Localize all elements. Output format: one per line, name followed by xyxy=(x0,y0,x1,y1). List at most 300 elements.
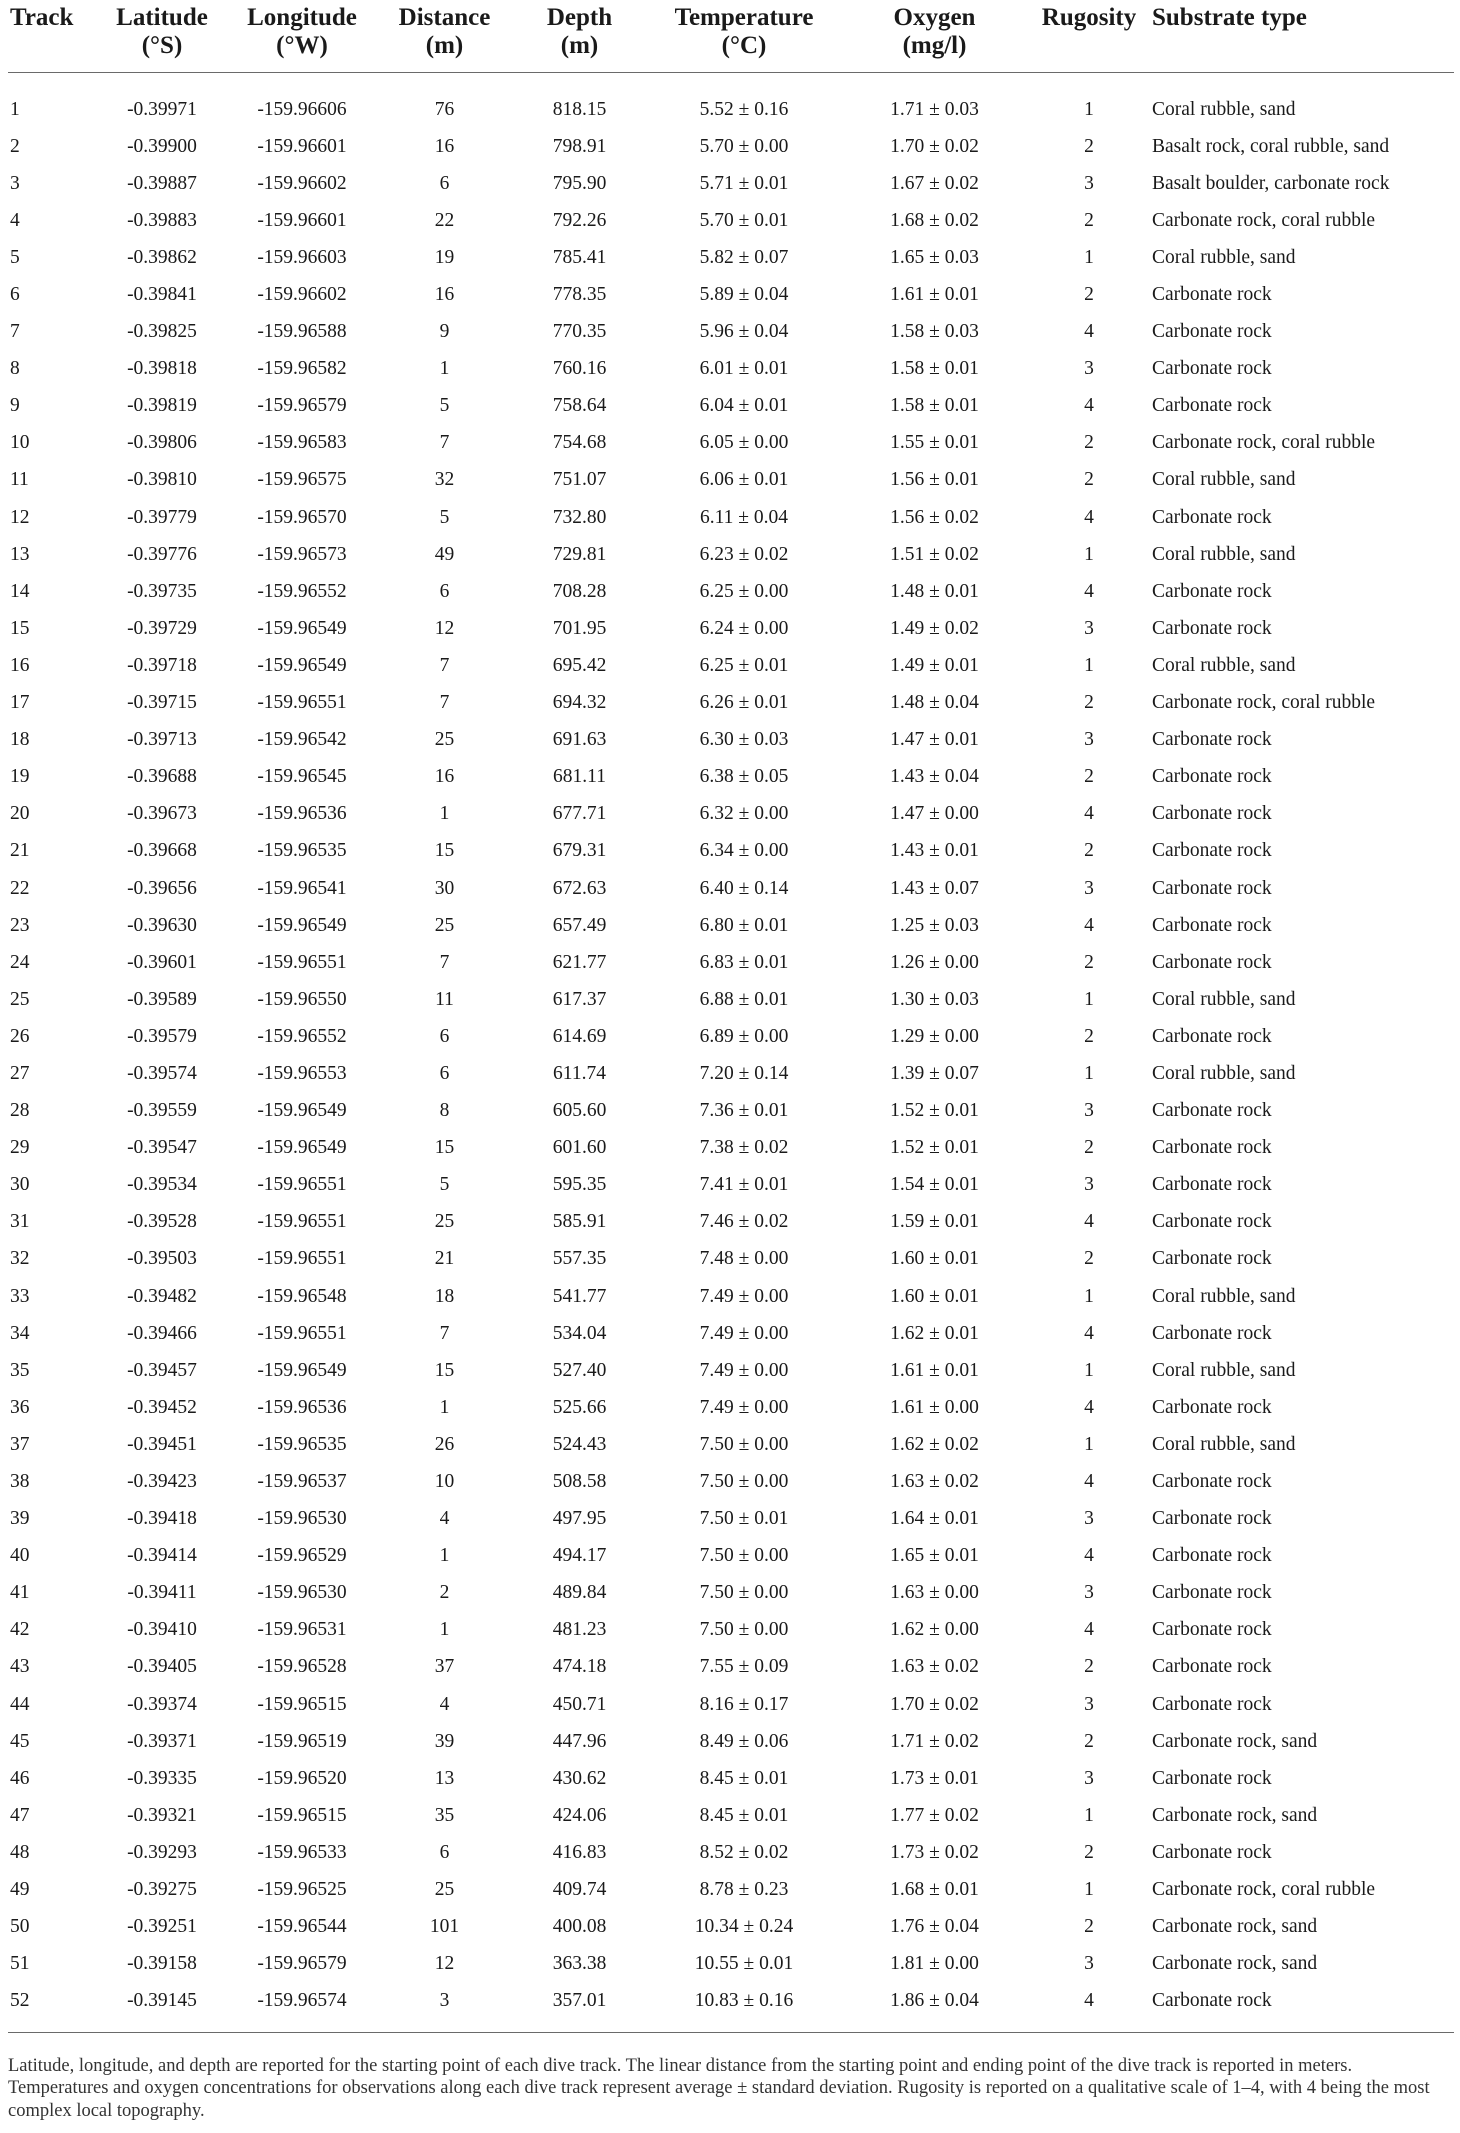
table-row xyxy=(8,1612,1454,1649)
cell-latitude: -0.39673 xyxy=(127,803,197,825)
cell-temperature: 8.16 ± 0.17 xyxy=(699,1693,789,1715)
cell-distance: 3 xyxy=(439,1990,450,2012)
cell-longitude: -159.96601 xyxy=(257,135,347,157)
cell-rugosity: 2 xyxy=(1084,469,1094,491)
cell-latitude: -0.39405 xyxy=(127,1656,197,1678)
table-row xyxy=(8,1797,1454,1834)
cell-latitude: -0.39451 xyxy=(127,1433,197,1455)
cell-depth: 792.26 xyxy=(552,209,607,231)
header-substrate-type xyxy=(1150,0,1454,73)
cell-temperature: 7.50 ± 0.00 xyxy=(699,1582,789,1604)
cell-distance: 32 xyxy=(434,469,455,491)
cell-longitude: -159.96528 xyxy=(257,1656,347,1678)
cell-track: 4 xyxy=(10,209,20,231)
cell-temperature: 5.82 ± 0.07 xyxy=(699,246,789,268)
cell-depth: 694.32 xyxy=(552,692,607,714)
cell-longitude: -159.96582 xyxy=(257,358,347,380)
cell-latitude: -0.39715 xyxy=(127,692,197,714)
cell-substrate-type: Carbonate rock xyxy=(1152,1693,1272,1715)
cell-track: 15 xyxy=(10,617,30,639)
cell-depth: 818.15 xyxy=(552,98,607,120)
cell-latitude: -0.39374 xyxy=(127,1693,197,1715)
cell-substrate-type: Carbonate rock xyxy=(1152,1471,1272,1493)
cell-distance: 25 xyxy=(434,1211,455,1233)
cell-longitude: -159.96549 xyxy=(257,1359,347,1381)
cell-longitude: -159.96552 xyxy=(257,1025,347,1047)
cell-depth: 657.49 xyxy=(552,914,607,936)
cell-latitude: -0.39729 xyxy=(127,617,197,639)
cell-depth: 508.58 xyxy=(552,1471,607,1493)
cell-rugosity: 1 xyxy=(1084,246,1094,268)
table-row xyxy=(8,1055,1454,1092)
cell-longitude: -159.96520 xyxy=(257,1767,347,1789)
cell-substrate-type: Carbonate rock xyxy=(1152,766,1272,788)
cell-oxygen: 1.62 ± 0.01 xyxy=(890,1322,979,1344)
cell-substrate-type: Carbonate rock xyxy=(1152,1508,1272,1530)
cell-track: 1 xyxy=(10,98,20,120)
cell-rugosity: 2 xyxy=(1084,432,1094,454)
cell-rugosity: 3 xyxy=(1084,1693,1094,1715)
cell-oxygen: 1.54 ± 0.01 xyxy=(890,1174,979,1196)
cell-longitude: -159.96579 xyxy=(257,1953,347,1975)
cell-distance: 76 xyxy=(434,98,455,120)
cell-depth: 679.31 xyxy=(552,840,607,862)
cell-track: 24 xyxy=(10,951,30,973)
table-row xyxy=(8,1018,1454,1055)
cell-distance: 7 xyxy=(439,951,450,973)
cell-depth: 708.28 xyxy=(552,580,607,602)
table-row xyxy=(8,573,1454,610)
cell-track: 7 xyxy=(10,321,20,343)
cell-longitude: -159.96550 xyxy=(257,988,347,1010)
cell-depth: 614.69 xyxy=(552,1025,607,1047)
table-row xyxy=(8,1686,1454,1723)
cell-oxygen: 1.58 ± 0.01 xyxy=(890,358,979,380)
table-row xyxy=(8,1463,1454,1500)
cell-substrate-type: Carbonate rock xyxy=(1152,877,1272,899)
cell-distance: 5 xyxy=(439,395,450,417)
cell-oxygen: 1.62 ± 0.00 xyxy=(890,1619,979,1641)
table-row xyxy=(8,833,1454,870)
cell-latitude: -0.39158 xyxy=(127,1953,197,1975)
cell-temperature: 8.78 ± 0.23 xyxy=(699,1879,789,1901)
cell-temperature: 5.52 ± 0.16 xyxy=(699,98,789,120)
cell-substrate-type: Carbonate rock xyxy=(1152,1137,1272,1159)
cell-rugosity: 2 xyxy=(1084,135,1094,157)
cell-rugosity: 4 xyxy=(1084,1211,1094,1233)
table-row xyxy=(8,462,1454,499)
cell-oxygen: 1.61 ± 0.01 xyxy=(890,1359,979,1381)
table-row xyxy=(8,1909,1454,1946)
cell-depth: 760.16 xyxy=(552,358,607,380)
cell-rugosity: 2 xyxy=(1084,1248,1094,1270)
header-longitude-label: Longitude xyxy=(247,4,357,31)
cell-distance: 7 xyxy=(439,1322,450,1344)
cell-depth: 585.91 xyxy=(552,1211,607,1233)
cell-oxygen: 1.65 ± 0.01 xyxy=(890,1545,979,1567)
cell-oxygen: 1.49 ± 0.01 xyxy=(890,654,979,676)
cell-substrate-type: Carbonate rock xyxy=(1152,395,1272,417)
cell-temperature: 6.04 ± 0.01 xyxy=(699,395,789,417)
cell-temperature: 8.45 ± 0.01 xyxy=(699,1804,789,1826)
cell-latitude: -0.39293 xyxy=(127,1841,197,1863)
table-row xyxy=(8,91,1454,128)
cell-track: 13 xyxy=(10,543,30,565)
cell-latitude: -0.39466 xyxy=(127,1322,197,1344)
cell-temperature: 6.05 ± 0.00 xyxy=(699,432,789,454)
cell-depth: 409.74 xyxy=(552,1879,607,1901)
cell-distance: 30 xyxy=(434,877,455,899)
cell-longitude: -159.96542 xyxy=(257,729,347,751)
cell-oxygen: 1.61 ± 0.00 xyxy=(890,1396,979,1418)
cell-track: 40 xyxy=(10,1545,30,1567)
cell-oxygen: 1.55 ± 0.01 xyxy=(890,432,979,454)
table-header xyxy=(8,0,1454,73)
cell-distance: 15 xyxy=(434,840,455,862)
header-depth-label: Depth xyxy=(546,4,613,31)
cell-track: 46 xyxy=(10,1767,30,1789)
cell-temperature: 6.23 ± 0.02 xyxy=(699,543,789,565)
cell-distance: 8 xyxy=(439,1100,450,1122)
table-row xyxy=(8,1575,1454,1612)
cell-latitude: -0.39668 xyxy=(127,840,197,862)
cell-depth: 400.08 xyxy=(552,1916,607,1938)
cell-temperature: 6.25 ± 0.00 xyxy=(699,580,789,602)
cell-latitude: -0.39528 xyxy=(127,1211,197,1233)
cell-depth: 785.41 xyxy=(552,246,607,268)
cell-track: 41 xyxy=(10,1582,30,1604)
cell-longitude: -159.96574 xyxy=(257,1990,347,2012)
cell-temperature: 6.80 ± 0.01 xyxy=(699,914,789,936)
cell-rugosity: 1 xyxy=(1084,1359,1094,1381)
cell-substrate-type: Coral rubble, sand xyxy=(1152,988,1296,1010)
cell-latitude: -0.39418 xyxy=(127,1508,197,1530)
cell-longitude: -159.96588 xyxy=(257,321,347,343)
cell-rugosity: 4 xyxy=(1084,395,1094,417)
cell-temperature: 7.50 ± 0.01 xyxy=(699,1508,789,1530)
cell-substrate-type: Carbonate rock, sand xyxy=(1152,1953,1318,1975)
cell-depth: 474.18 xyxy=(552,1656,607,1678)
cell-latitude: -0.39251 xyxy=(127,1916,197,1938)
table-bottom-rule-cell xyxy=(8,2020,1454,2033)
cell-track: 3 xyxy=(10,172,20,194)
dive-track-table xyxy=(8,0,1454,2033)
cell-temperature: 6.24 ± 0.00 xyxy=(699,617,789,639)
cell-rugosity: 4 xyxy=(1084,1396,1094,1418)
cell-substrate-type: Carbonate rock xyxy=(1152,617,1272,639)
cell-oxygen: 1.71 ± 0.02 xyxy=(890,1730,979,1752)
cell-distance: 2 xyxy=(439,1582,450,1604)
cell-longitude: -159.96530 xyxy=(257,1582,347,1604)
cell-longitude: -159.96536 xyxy=(257,803,347,825)
cell-substrate-type: Coral rubble, sand xyxy=(1152,1359,1296,1381)
cell-depth: 617.37 xyxy=(552,988,607,1010)
cell-track: 42 xyxy=(10,1619,30,1641)
cell-longitude: -159.96529 xyxy=(257,1545,347,1567)
cell-latitude: -0.39579 xyxy=(127,1025,197,1047)
cell-depth: 424.06 xyxy=(552,1804,607,1826)
cell-longitude: -159.96551 xyxy=(257,1322,347,1344)
cell-track: 32 xyxy=(10,1248,30,1270)
cell-substrate-type: Carbonate rock xyxy=(1152,1322,1272,1344)
cell-longitude: -159.96603 xyxy=(257,246,347,268)
cell-longitude: -159.96541 xyxy=(257,877,347,899)
table-row xyxy=(8,1501,1454,1538)
cell-track: 14 xyxy=(10,580,30,602)
cell-rugosity: 1 xyxy=(1084,1879,1094,1901)
cell-rugosity: 1 xyxy=(1084,654,1094,676)
cell-depth: 595.35 xyxy=(552,1174,607,1196)
cell-distance: 25 xyxy=(434,729,455,751)
cell-substrate-type: Coral rubble, sand xyxy=(1152,543,1296,565)
cell-oxygen: 1.51 ± 0.02 xyxy=(890,543,979,565)
cell-depth: 611.74 xyxy=(553,1062,606,1084)
cell-track: 8 xyxy=(10,358,20,380)
cell-distance: 6 xyxy=(439,1841,450,1863)
cell-depth: 798.91 xyxy=(552,135,607,157)
cell-depth: 527.40 xyxy=(552,1359,607,1381)
header-oxygen-unit: (mg/l) xyxy=(902,32,967,59)
cell-temperature: 10.55 ± 0.01 xyxy=(694,1953,794,1975)
cell-temperature: 6.38 ± 0.05 xyxy=(699,766,789,788)
table-row xyxy=(8,536,1454,573)
cell-oxygen: 1.29 ± 0.00 xyxy=(890,1025,979,1047)
cell-depth: 430.62 xyxy=(552,1767,607,1789)
cell-latitude: -0.39503 xyxy=(127,1248,197,1270)
cell-distance: 5 xyxy=(439,506,450,528)
cell-substrate-type: Coral rubble, sand xyxy=(1152,1433,1296,1455)
cell-track: 39 xyxy=(10,1508,30,1530)
cell-oxygen: 1.70 ± 0.02 xyxy=(890,135,979,157)
table-row xyxy=(8,1352,1454,1389)
cell-longitude: -159.96525 xyxy=(257,1879,347,1901)
cell-track: 44 xyxy=(10,1693,30,1715)
table-bottom-rule xyxy=(8,2020,1454,2033)
cell-rugosity: 2 xyxy=(1084,951,1094,973)
cell-longitude: -159.96515 xyxy=(257,1693,347,1715)
cell-substrate-type: Carbonate rock, sand xyxy=(1152,1730,1318,1752)
cell-track: 25 xyxy=(10,988,30,1010)
cell-temperature: 6.89 ± 0.00 xyxy=(699,1025,789,1047)
cell-temperature: 7.49 ± 0.00 xyxy=(699,1285,789,1307)
cell-track: 34 xyxy=(10,1322,30,1344)
cell-temperature: 6.01 ± 0.01 xyxy=(699,358,789,380)
header-depth-unit: (m) xyxy=(560,32,599,59)
cell-distance: 4 xyxy=(439,1693,450,1715)
cell-oxygen: 1.47 ± 0.00 xyxy=(890,803,979,825)
cell-rugosity: 1 xyxy=(1084,98,1094,120)
table-row xyxy=(8,944,1454,981)
cell-oxygen: 1.43 ± 0.07 xyxy=(890,877,979,899)
table-row xyxy=(8,388,1454,425)
cell-latitude: -0.39776 xyxy=(127,543,197,565)
cell-distance: 35 xyxy=(434,1804,455,1826)
cell-depth: 729.81 xyxy=(552,543,607,565)
cell-oxygen: 1.73 ± 0.01 xyxy=(890,1767,979,1789)
cell-track: 10 xyxy=(10,432,30,454)
cell-depth: 497.95 xyxy=(552,1508,607,1530)
cell-rugosity: 3 xyxy=(1084,877,1094,899)
cell-rugosity: 4 xyxy=(1084,506,1094,528)
cell-oxygen: 1.39 ± 0.07 xyxy=(890,1062,979,1084)
cell-rugosity: 3 xyxy=(1084,729,1094,751)
cell-rugosity: 2 xyxy=(1084,1916,1094,1938)
cell-latitude: -0.39883 xyxy=(127,209,197,231)
cell-depth: 494.17 xyxy=(552,1545,607,1567)
header-substrate-type-label: Substrate type xyxy=(1152,4,1307,31)
cell-temperature: 7.50 ± 0.00 xyxy=(699,1471,789,1493)
cell-longitude: -159.96535 xyxy=(257,1433,347,1455)
table-spacer-row xyxy=(8,73,1454,92)
cell-distance: 26 xyxy=(434,1433,455,1455)
cell-latitude: -0.39900 xyxy=(127,135,197,157)
header-longitude xyxy=(227,0,377,73)
cell-track: 17 xyxy=(10,692,30,714)
cell-substrate-type: Coral rubble, sand xyxy=(1152,1285,1296,1307)
table-row xyxy=(8,165,1454,202)
cell-depth: 534.04 xyxy=(552,1322,607,1344)
cell-temperature: 6.06 ± 0.01 xyxy=(699,469,789,491)
cell-distance: 7 xyxy=(439,654,450,676)
cell-oxygen: 1.52 ± 0.01 xyxy=(890,1137,979,1159)
cell-track: 43 xyxy=(10,1656,30,1678)
cell-depth: 701.95 xyxy=(552,617,607,639)
cell-track: 20 xyxy=(10,803,30,825)
cell-rugosity: 3 xyxy=(1084,172,1094,194)
cell-rugosity: 3 xyxy=(1084,1767,1094,1789)
cell-longitude: -159.96549 xyxy=(257,1100,347,1122)
table-row xyxy=(8,1983,1454,2020)
cell-track: 18 xyxy=(10,729,30,751)
cell-rugosity: 2 xyxy=(1084,1025,1094,1047)
cell-track: 45 xyxy=(10,1730,30,1752)
cell-distance: 9 xyxy=(439,321,450,343)
cell-distance: 21 xyxy=(434,1248,455,1270)
cell-temperature: 5.96 ± 0.04 xyxy=(699,321,789,343)
cell-distance: 1 xyxy=(439,803,450,825)
table-row xyxy=(8,239,1454,276)
cell-substrate-type: Carbonate rock xyxy=(1152,1582,1272,1604)
cell-substrate-type: Carbonate rock, coral rubble xyxy=(1152,1879,1376,1901)
cell-track: 2 xyxy=(10,135,20,157)
cell-longitude: -159.96551 xyxy=(257,1174,347,1196)
header-oxygen xyxy=(841,0,1028,73)
cell-oxygen: 1.47 ± 0.01 xyxy=(890,729,979,751)
cell-track: 33 xyxy=(10,1285,30,1307)
cell-latitude: -0.39862 xyxy=(127,246,197,268)
cell-depth: 672.63 xyxy=(552,877,607,899)
cell-track: 12 xyxy=(10,506,30,528)
cell-substrate-type: Basalt rock, coral rubble, sand xyxy=(1152,135,1390,157)
cell-longitude: -159.96551 xyxy=(257,951,347,973)
cell-rugosity: 3 xyxy=(1084,1582,1094,1604)
cell-temperature: 7.36 ± 0.01 xyxy=(699,1100,789,1122)
cell-track: 47 xyxy=(10,1804,30,1826)
cell-rugosity: 2 xyxy=(1084,766,1094,788)
cell-rugosity: 3 xyxy=(1084,1100,1094,1122)
cell-rugosity: 3 xyxy=(1084,1174,1094,1196)
cell-oxygen: 1.65 ± 0.03 xyxy=(890,246,979,268)
cell-rugosity: 2 xyxy=(1084,284,1094,306)
cell-temperature: 6.26 ± 0.01 xyxy=(699,692,789,714)
table-row xyxy=(8,1093,1454,1130)
header-temperature-unit: (°C) xyxy=(721,32,767,59)
cell-track: 48 xyxy=(10,1841,30,1863)
cell-longitude: -159.96530 xyxy=(257,1508,347,1530)
cell-track: 11 xyxy=(10,469,29,491)
cell-track: 9 xyxy=(10,395,20,417)
cell-distance: 6 xyxy=(439,1062,450,1084)
cell-latitude: -0.39559 xyxy=(127,1100,197,1122)
cell-substrate-type: Coral rubble, sand xyxy=(1152,98,1296,120)
dive-track-table-container xyxy=(8,0,1454,2033)
cell-temperature: 6.83 ± 0.01 xyxy=(699,951,789,973)
cell-depth: 691.63 xyxy=(552,729,607,751)
table-spacer-cell xyxy=(8,73,1454,92)
table-row xyxy=(8,1315,1454,1352)
cell-longitude: -159.96549 xyxy=(257,1137,347,1159)
cell-rugosity: 3 xyxy=(1084,617,1094,639)
cell-oxygen: 1.59 ± 0.01 xyxy=(890,1211,979,1233)
cell-track: 52 xyxy=(10,1990,30,2012)
cell-latitude: -0.39534 xyxy=(127,1174,197,1196)
table-row xyxy=(8,870,1454,907)
header-rugosity-label: Rugosity xyxy=(1041,4,1137,31)
cell-latitude: -0.39841 xyxy=(127,284,197,306)
cell-rugosity: 4 xyxy=(1084,803,1094,825)
cell-rugosity: 3 xyxy=(1084,1508,1094,1530)
header-latitude-unit: (°S) xyxy=(141,32,183,59)
cell-depth: 681.11 xyxy=(553,766,606,788)
cell-depth: 416.83 xyxy=(552,1841,607,1863)
cell-distance: 22 xyxy=(434,209,455,231)
cell-oxygen: 1.58 ± 0.01 xyxy=(890,395,979,417)
table-body xyxy=(8,73,1454,2033)
cell-distance: 25 xyxy=(434,1879,455,1901)
cell-temperature: 7.38 ± 0.02 xyxy=(699,1137,789,1159)
cell-distance: 1 xyxy=(439,1396,450,1418)
header-latitude xyxy=(97,0,227,73)
cell-depth: 363.38 xyxy=(552,1953,607,1975)
cell-distance: 1 xyxy=(439,358,450,380)
cell-longitude: -159.96573 xyxy=(257,543,347,565)
cell-longitude: -159.96606 xyxy=(257,98,347,120)
cell-latitude: -0.39818 xyxy=(127,358,197,380)
cell-substrate-type: Carbonate rock xyxy=(1152,1767,1272,1789)
cell-temperature: 6.34 ± 0.00 xyxy=(699,840,789,862)
cell-rugosity: 4 xyxy=(1084,321,1094,343)
table-row xyxy=(8,1723,1454,1760)
cell-substrate-type: Coral rubble, sand xyxy=(1152,1062,1296,1084)
cell-longitude: -159.96549 xyxy=(257,617,347,639)
cell-substrate-type: Carbonate rock, coral rubble xyxy=(1152,432,1376,454)
cell-rugosity: 2 xyxy=(1084,1841,1094,1863)
table-row xyxy=(8,1649,1454,1686)
table-footnote: Latitude, longitude, and depth are reported for the starting point of each dive track. The linear distance from the starting point and ending point of the dive track is reported in meters. Temperatures and oxygen concentrations for observations along each dive track represent average ± standard deviation. Rugosity is reported on a qualitative scale of 1–4, with 4 being the most complex local topography. xyxy=(8,2055,1430,2121)
table-row xyxy=(8,610,1454,647)
cell-rugosity: 1 xyxy=(1084,1062,1094,1084)
cell-distance: 11 xyxy=(435,988,454,1010)
cell-oxygen: 1.60 ± 0.01 xyxy=(890,1248,979,1270)
cell-track: 38 xyxy=(10,1471,30,1493)
cell-distance: 25 xyxy=(434,914,455,936)
cell-track: 30 xyxy=(10,1174,30,1196)
table-row xyxy=(8,1278,1454,1315)
cell-substrate-type: Carbonate rock xyxy=(1152,321,1272,343)
cell-depth: 481.23 xyxy=(552,1619,607,1641)
cell-rugosity: 1 xyxy=(1084,1285,1094,1307)
cell-oxygen: 1.68 ± 0.02 xyxy=(890,209,979,231)
